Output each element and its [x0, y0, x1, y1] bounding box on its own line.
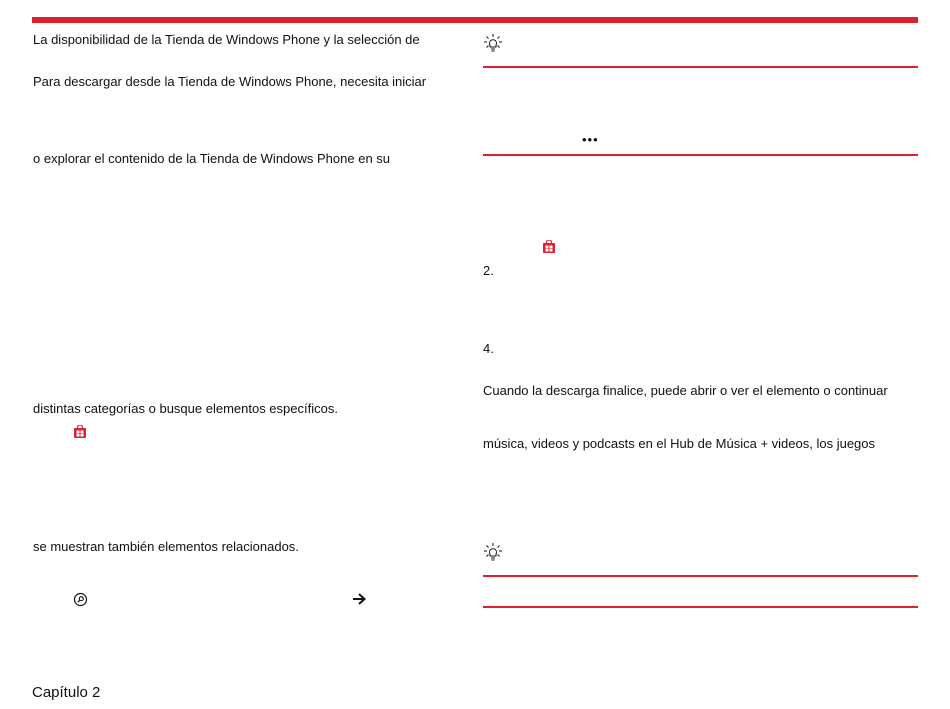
chapter-label: Capítulo 2 — [32, 684, 101, 701]
left-text-line-1: La disponibilidad de la Tienda de Windows Phone y la selección de — [33, 32, 420, 47]
right-paragraph-1: Cuando la descarga finalice, puede abrir o ver el elemento o continuar — [483, 383, 888, 398]
tip-divider-4 — [483, 606, 918, 608]
lightbulb-icon-2 — [483, 542, 503, 562]
step-4-number: 4. — [483, 341, 494, 356]
tip-divider-2 — [483, 154, 918, 156]
left-text-line-4: distintas categorías o busque elementos específicos. — [33, 401, 338, 416]
lightbulb-icon — [483, 33, 503, 53]
store-icon-2 — [542, 240, 556, 254]
right-paragraph-2: música, videos y podcasts en el Hub de Música + videos, los juegos — [483, 436, 876, 451]
left-text-line-2: Para descargar desde la Tienda de Windows Phone, necesita iniciar — [33, 74, 427, 89]
arrow-right-icon — [351, 592, 367, 606]
step-2-number: 2. — [483, 263, 494, 278]
tip-divider-3 — [483, 575, 918, 577]
tip-divider — [483, 66, 918, 68]
more-options-icon: ••• — [582, 132, 599, 147]
left-text-line-3: o explorar el contenido de la Tienda de Windows Phone en su — [33, 151, 391, 166]
left-text-line-5: se muestran también elementos relacionados. — [33, 539, 299, 554]
search-icon — [73, 592, 88, 607]
top-accent-bar — [32, 17, 918, 23]
store-icon — [73, 425, 87, 439]
